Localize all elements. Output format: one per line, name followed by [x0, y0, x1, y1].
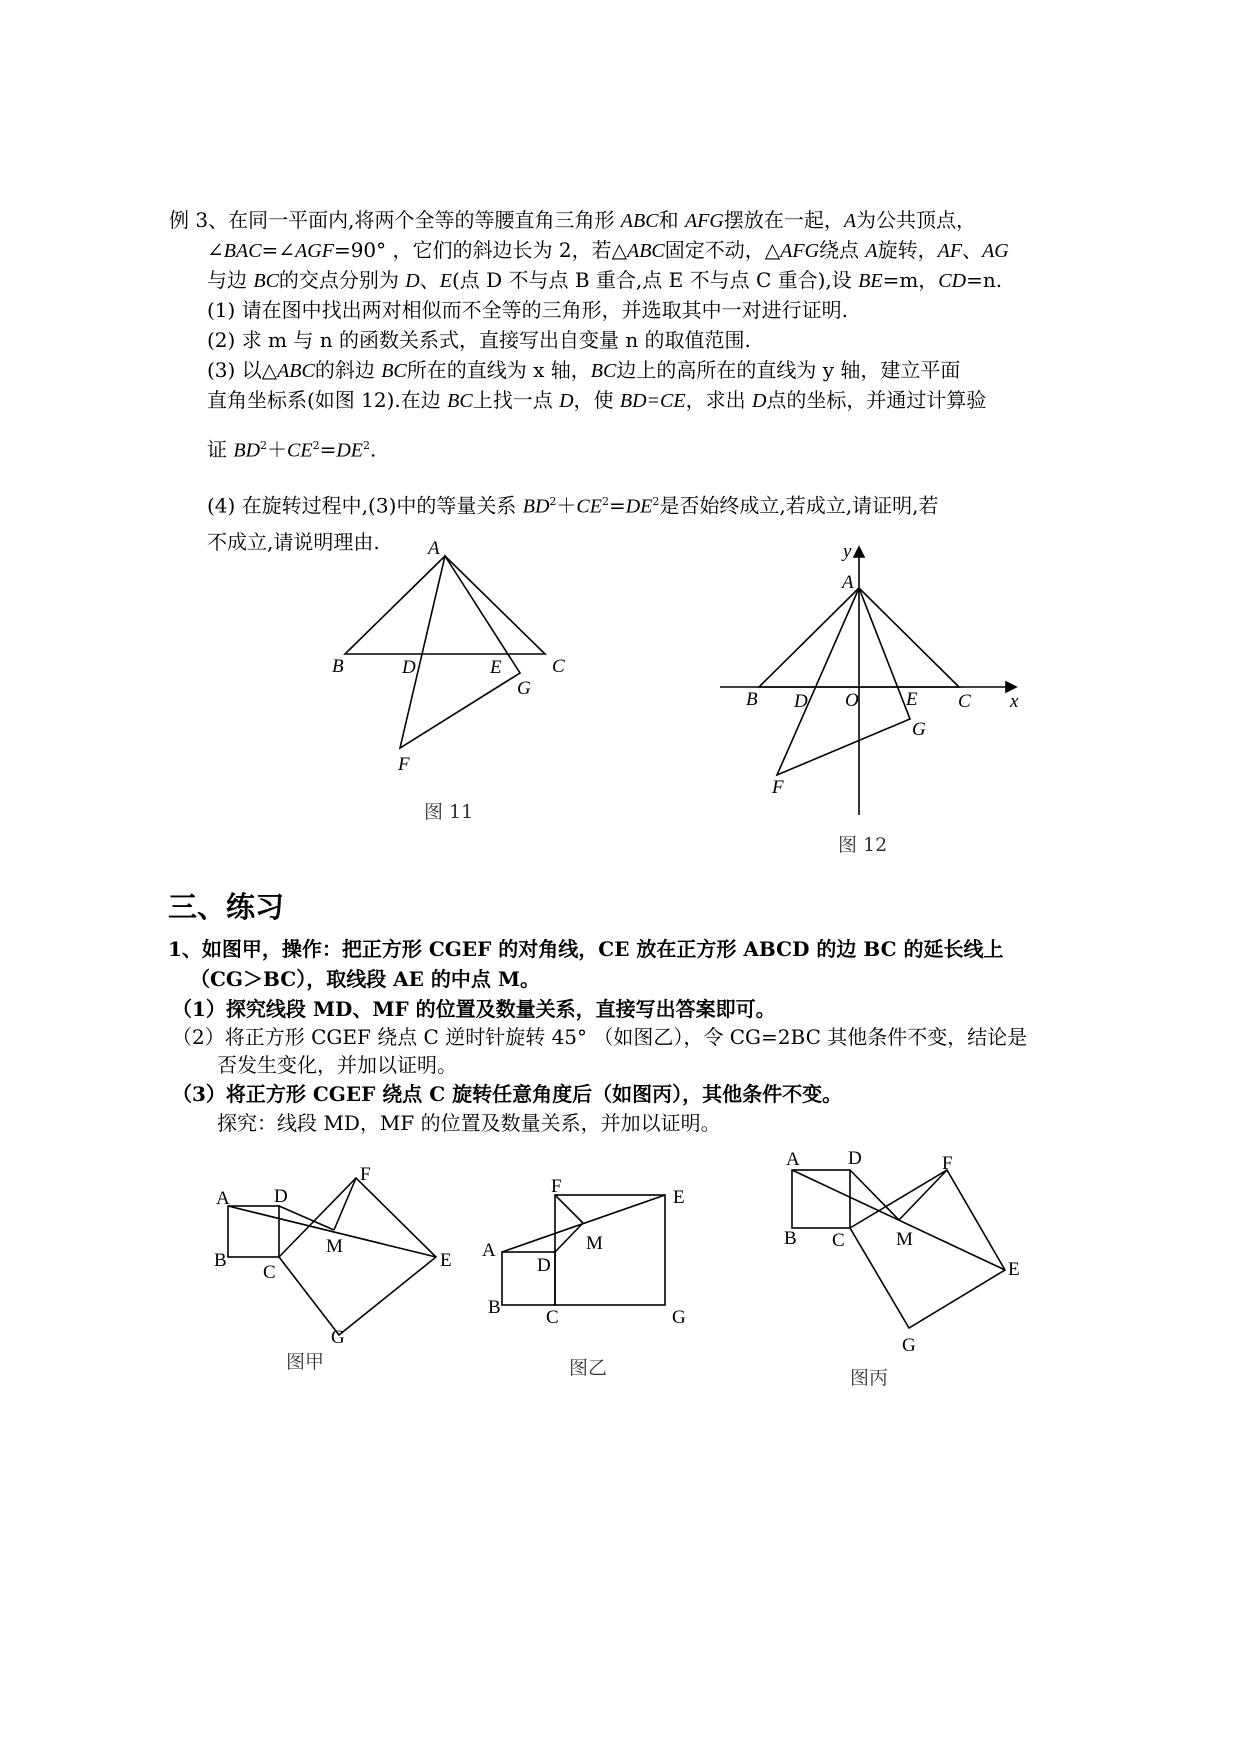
- question-4-line2: 不成立,请说明理由.: [207, 530, 380, 554]
- label-a: A: [428, 538, 440, 559]
- figure-bing-caption: 图丙: [850, 1367, 889, 1389]
- example3-line2: [207, 238, 1009, 263]
- text: BD: [522, 495, 550, 518]
- label-c: C: [546, 1307, 559, 1328]
- text: 证: [207, 437, 234, 462]
- exercise-1-line1: 1、如图甲，操作：把正方形 CGEF 的对角线，CE 放在正方形 ABCD 的边 BC 的延长线上: [168, 937, 1004, 961]
- label-d: D: [848, 1148, 862, 1169]
- figure-bing: [778, 1145, 1048, 1365]
- label-a: A: [216, 1188, 230, 1209]
- text: D: [405, 270, 420, 292]
- label-e: E: [490, 657, 502, 678]
- text: AG: [982, 240, 1009, 262]
- label-b: B: [214, 1250, 227, 1271]
- text: 与边: [207, 268, 254, 292]
- label-f: F: [942, 1153, 953, 1174]
- text: ABC: [277, 360, 315, 382]
- figure-yi: [478, 1175, 708, 1375]
- square-abcd: [792, 1170, 850, 1228]
- text: D: [559, 390, 574, 412]
- text: DE: [336, 439, 364, 462]
- text: =: [319, 437, 337, 462]
- text: ＋: [267, 437, 288, 462]
- text: AF: [937, 240, 963, 262]
- question-2: (2) 求 m 与 n 的函数关系式，直接写出自变量 n 的取值范围.: [207, 328, 751, 352]
- question-3-line2: [207, 388, 986, 413]
- label-d: D: [402, 657, 416, 678]
- text: (点 D 不与点 B 重合,点 E 不与点 C 重合),设: [451, 268, 859, 292]
- label-c: C: [958, 691, 971, 712]
- exercise-1-line2: （CG＞BC），取线段 AE 的中点 M。: [190, 967, 540, 991]
- text: 例 3、在同一平面内,将两个全等的等腰直角三角形: [169, 208, 621, 232]
- figure-11-caption: 图 11: [424, 801, 474, 823]
- triangle-afg: [777, 588, 910, 775]
- text: 固定不动，△: [664, 238, 781, 262]
- label-c: C: [832, 1230, 845, 1251]
- segment-mf: [555, 1195, 583, 1223]
- label-b: B: [332, 656, 344, 677]
- question-1: (1) 请在图中找出两对相似而不全等的三角形，并选取其中一对进行证明.: [207, 298, 849, 322]
- question-4-line1: [207, 490, 938, 519]
- label-m: M: [586, 1233, 603, 1254]
- text: DE: [625, 495, 653, 518]
- text: (3) 以△: [207, 358, 278, 382]
- label-f: F: [398, 754, 410, 775]
- figure-yi-caption: 图乙: [569, 1357, 608, 1379]
- text: D: [751, 390, 767, 412]
- label-y: y: [843, 541, 852, 562]
- triangle-afg: [400, 556, 520, 748]
- figure-11: [320, 530, 580, 800]
- text: 边上的高所在的直线为 y 轴，建立平面: [616, 358, 961, 382]
- text: 2: [363, 439, 371, 452]
- text: BD: [233, 439, 261, 462]
- text: 为公共顶点，: [856, 208, 977, 232]
- label-d: D: [537, 1255, 551, 1276]
- text: 2: [260, 439, 268, 452]
- text: 的交点分别为: [278, 268, 406, 292]
- text: =: [608, 493, 626, 518]
- label-e: E: [673, 1187, 685, 1208]
- text: CE: [287, 439, 313, 462]
- label-g: G: [912, 719, 926, 740]
- square-cgef: [279, 1178, 436, 1335]
- label-c: C: [552, 656, 565, 677]
- text: 点的坐标，并通过计算验: [766, 388, 987, 412]
- label-a: A: [842, 572, 854, 593]
- text: 、: [962, 238, 983, 262]
- square-abcd: [228, 1206, 279, 1257]
- text: (4) 在旋转过程中,(3)中的等量关系: [207, 493, 523, 518]
- text: 上找一点: [472, 388, 560, 412]
- text: CD: [938, 270, 967, 292]
- exercise-1-q3-line1: （3）将正方形 CGEF 绕点 C 旋转任意角度后（如图丙），其他条件不变。: [172, 1082, 843, 1106]
- question-3-line3: [207, 434, 376, 463]
- figure-12-caption: 图 12: [838, 834, 888, 856]
- text: AFG: [684, 210, 724, 232]
- text: 直角坐标系(如图 12).在边: [207, 388, 448, 412]
- label-a: A: [482, 1240, 496, 1261]
- label-m: M: [326, 1236, 343, 1257]
- text: 2: [549, 495, 557, 508]
- figure-12: [710, 535, 1030, 835]
- label-e: E: [440, 1250, 452, 1271]
- text: 的斜边: [314, 358, 382, 382]
- text: ABC: [626, 240, 665, 262]
- text: CE: [576, 495, 602, 518]
- text: ＋: [556, 493, 577, 518]
- text: 和: [658, 208, 685, 232]
- label-m: M: [896, 1229, 913, 1250]
- text: ABC: [620, 210, 659, 232]
- text: =∠: [261, 238, 296, 262]
- text: A: [865, 240, 878, 262]
- label-g: G: [672, 1307, 686, 1328]
- example3-line1: [169, 208, 976, 233]
- section-heading: 三、练习: [168, 890, 285, 924]
- label-o: O: [845, 690, 859, 711]
- text: 绕点: [819, 238, 866, 262]
- label-b: B: [784, 1228, 797, 1249]
- label-e: E: [906, 689, 918, 710]
- text: 2: [312, 439, 320, 452]
- text: ，求出: [685, 388, 752, 412]
- exercise-1-q3-line2: 探究：线段 MD，MF 的位置及数量关系，并加以证明。: [217, 1111, 721, 1135]
- figure-jia: [208, 1160, 478, 1360]
- text: AFG: [780, 240, 820, 262]
- label-d: D: [274, 1186, 288, 1207]
- text: BE: [858, 270, 883, 292]
- label-b: B: [746, 689, 758, 710]
- label-c: C: [263, 1262, 276, 1283]
- label-a: A: [786, 1149, 800, 1170]
- text: E: [439, 270, 452, 292]
- text: 是否始终成立,若成立,请证明,若: [659, 493, 939, 518]
- label-x: x: [1010, 691, 1019, 712]
- text: AGF: [295, 240, 334, 262]
- text: ∠: [207, 238, 224, 262]
- label-e: E: [1008, 1259, 1020, 1280]
- label-f: F: [551, 1176, 562, 1197]
- text: 、: [419, 268, 440, 292]
- text: BC: [253, 270, 279, 292]
- text: BC: [447, 390, 473, 412]
- text: .: [370, 437, 377, 462]
- label-f: F: [772, 777, 784, 798]
- triangle-abc: [345, 556, 545, 654]
- y-axis-arrow: [854, 547, 864, 557]
- text: =90° ，它们的斜边长为 2，若△: [333, 238, 627, 262]
- text: A: [843, 210, 857, 232]
- example3-line3: [207, 268, 1002, 293]
- text: BAC: [223, 240, 262, 262]
- label-d: D: [794, 691, 808, 712]
- text: ，使: [573, 388, 620, 412]
- figure-jia-caption: 图甲: [286, 1351, 325, 1373]
- text: =m，: [882, 268, 939, 292]
- question-3-line1: [207, 358, 960, 383]
- text: 旋转，: [877, 238, 938, 262]
- label-f: F: [360, 1164, 371, 1185]
- label-g: G: [331, 1327, 345, 1348]
- label-b: B: [488, 1297, 501, 1318]
- text: 2: [601, 495, 609, 508]
- text: BD=CE: [619, 390, 686, 412]
- text: BC: [590, 360, 617, 382]
- text: BC: [381, 360, 407, 382]
- text: 所在的直线为 x 轴，: [406, 358, 591, 382]
- exercise-1-q2-line1: （2）将正方形 CGEF 绕点 C 逆时针旋转 45° （如图乙），令 CG=2BC 其他条件不变，结论是: [172, 1025, 1028, 1049]
- exercise-1-q1: （1）探究线段 MD、MF 的位置及数量关系，直接写出答案即可。: [172, 997, 776, 1021]
- label-g: G: [902, 1335, 916, 1356]
- text: =n.: [966, 268, 1003, 292]
- exercise-1-q2-line2: 否发生变化，并加以证明。: [217, 1053, 457, 1077]
- segment-mf: [334, 1178, 356, 1230]
- text: 摆放在一起，: [723, 208, 844, 232]
- segment-md: [555, 1223, 583, 1252]
- text: 2: [652, 495, 660, 508]
- label-g: G: [517, 678, 531, 699]
